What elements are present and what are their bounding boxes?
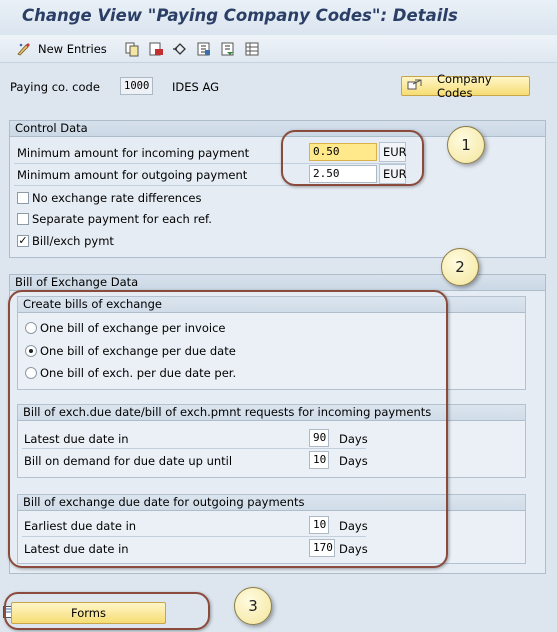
new-entries-button[interactable] [16, 40, 107, 58]
new-entries-label: New Entries [38, 42, 107, 56]
separate-payment-label: Separate payment for each ref. [32, 212, 212, 226]
table-view-icon [244, 41, 260, 57]
earliest-due-outgoing-unit: Days [339, 519, 368, 533]
create-bills-title: Create bills of exchange [18, 297, 525, 313]
row-divider [14, 163, 406, 164]
callout-1-badge: 1 [447, 126, 485, 164]
forms-button[interactable]: Forms [11, 602, 166, 624]
latest-due-incoming-input[interactable]: 90 [309, 429, 329, 447]
radio-per-due-date-per-label: One bill of exch. per due date per. [40, 366, 237, 380]
company-codes-button[interactable] [401, 72, 530, 100]
min-outgoing-input[interactable]: 2.50 [309, 165, 377, 183]
row-divider [22, 448, 366, 449]
radio-per-due-date[interactable] [25, 345, 37, 357]
on-demand-unit: Days [339, 454, 368, 468]
edit-icon [16, 41, 32, 57]
row-divider [14, 185, 406, 186]
radio-per-invoice-label: One bill of exchange per invoice [40, 321, 226, 335]
separate-payment-checkbox[interactable] [17, 213, 29, 225]
bill-of-exchange-title: Bill of Exchange Data [10, 275, 545, 291]
no-exchange-rate-checkbox[interactable] [17, 192, 29, 204]
min-outgoing-currency: EUR [379, 164, 406, 184]
copy-icon [124, 41, 140, 57]
undo-button[interactable] [172, 40, 188, 58]
min-incoming-label: Minimum amount for incoming payment [17, 146, 250, 160]
latest-due-outgoing-input[interactable]: 170 [309, 539, 335, 557]
outgoing-payments-title: Bill of exchange due date for outgoing payments [18, 495, 525, 511]
on-demand-label: Bill on demand for due date up until [24, 454, 233, 468]
latest-due-incoming-label: Latest due date in [24, 432, 129, 446]
bill-exch-pymt-checkbox[interactable]: ✓ [18, 234, 28, 247]
row-divider [22, 536, 366, 537]
control-data-title: Control Data [10, 121, 545, 137]
previous-entry-icon [196, 41, 212, 57]
radio-per-due-date-label: One bill of exchange per due date [40, 344, 236, 358]
previous-entry-button[interactable] [196, 40, 212, 58]
latest-due-outgoing-unit: Days [339, 542, 368, 556]
delete-icon [148, 41, 164, 57]
delete-button[interactable] [148, 40, 164, 58]
radio-per-due-date-per[interactable] [25, 367, 37, 379]
next-entry-button[interactable] [220, 40, 236, 58]
on-demand-input[interactable]: 10 [309, 451, 329, 469]
incoming-payments-title: Bill of exch.due date/bill of exch.pmnt requests for incoming payments [18, 405, 525, 421]
paying-co-code-label: Paying co. code [10, 80, 100, 94]
radio-per-invoice[interactable] [25, 322, 37, 334]
company-codes-label: Company Codes [437, 72, 492, 100]
next-entry-icon [220, 41, 236, 57]
latest-due-incoming-unit: Days [339, 432, 368, 446]
undo-icon [172, 41, 188, 57]
callout-2-badge: 2 [441, 248, 479, 286]
callout-3-badge: 3 [234, 587, 272, 625]
no-exchange-rate-label: No exchange rate differences [32, 191, 202, 205]
navigate-icon [407, 78, 423, 95]
company-name: IDES AG [172, 80, 220, 94]
min-outgoing-label: Minimum amount for outgoing payment [17, 168, 248, 182]
min-incoming-input[interactable]: 0.50 [309, 143, 377, 161]
latest-due-outgoing-label: Latest due date in [24, 542, 129, 556]
copy-button[interactable] [124, 40, 140, 58]
earliest-due-outgoing-input[interactable]: 10 [309, 516, 329, 534]
min-incoming-currency: EUR [379, 142, 406, 162]
application-toolbar [0, 35, 557, 63]
paying-co-code-field: 1000 [120, 77, 153, 95]
title-bar [0, 0, 557, 35]
page-title: Change View "Paying Company Codes": Details [22, 6, 458, 25]
table-view-button[interactable] [244, 40, 260, 58]
bill-exch-pymt-label: Bill/exch pymt [32, 234, 114, 248]
earliest-due-outgoing-label: Earliest due date in [24, 519, 137, 533]
